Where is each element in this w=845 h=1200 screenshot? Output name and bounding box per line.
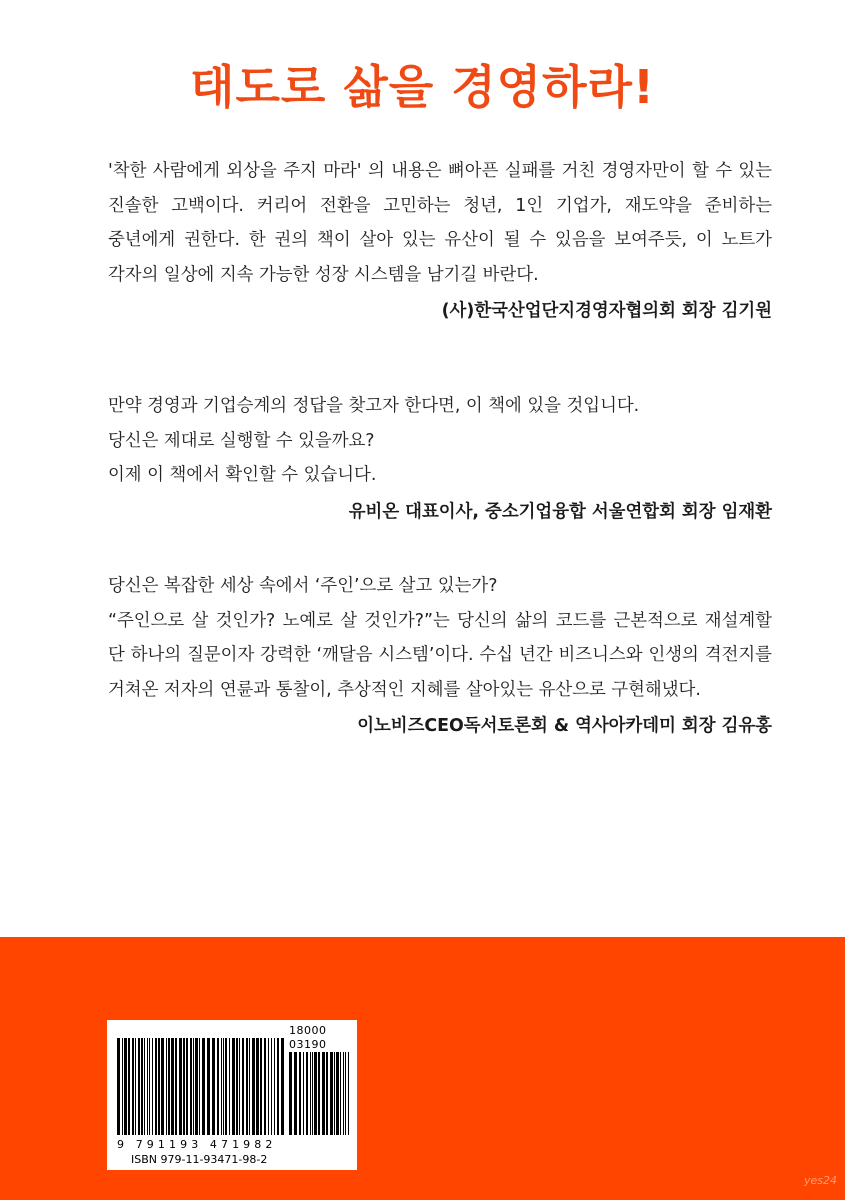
endorsement-1-text: '착한 사람에게 외상을 주지 마라' 의 내용은 뼈아픈 실패를 거친 경영자만이 할 수 있는 진솔한 고백이다. 커리어 전환을 고민하는 청년, 1인 기업가, 재도약을 준비하는 중년에게 권한다. 한 권의 책이 살아 있는 유산이 될 수 있음을 보여주듯, 이 노트가 각자의 일상에 지속 가능한 성장 시스템을 남기길 바란다. bbox=[108, 161, 772, 285]
barcode-bar bbox=[345, 1052, 346, 1135]
barcode-bar bbox=[310, 1052, 311, 1135]
barcode-bar bbox=[193, 1038, 194, 1135]
barcode-bar bbox=[306, 1052, 308, 1135]
barcode-bar bbox=[155, 1038, 157, 1135]
barcode-bar bbox=[246, 1038, 248, 1135]
barcode-bar bbox=[183, 1038, 185, 1135]
barcode-bar bbox=[128, 1038, 130, 1135]
barcode-bar bbox=[166, 1038, 167, 1135]
barcode-bar bbox=[336, 1052, 339, 1135]
barcode-bar bbox=[190, 1038, 192, 1135]
barcode-bar bbox=[138, 1038, 140, 1135]
barcode-bar bbox=[221, 1038, 222, 1135]
price-code-1: 18000 bbox=[289, 1024, 327, 1037]
barcode-bar bbox=[195, 1038, 198, 1135]
endorsement-2-line-3: 이제 이 책에서 확인할 수 있습니다. bbox=[108, 465, 377, 485]
barcode-bar bbox=[249, 1038, 250, 1135]
barcode-bar bbox=[274, 1038, 275, 1135]
barcode-bar bbox=[318, 1052, 320, 1135]
barcode-bar bbox=[260, 1038, 262, 1135]
barcode-bar bbox=[117, 1038, 120, 1135]
barcode-bar bbox=[239, 1038, 240, 1135]
barcode-bar bbox=[277, 1038, 279, 1135]
barcode-bar bbox=[212, 1038, 215, 1135]
endorsement-2-line-2: 당신은 제대로 실행할 수 있을까요? bbox=[108, 430, 375, 451]
barcode-bar bbox=[217, 1038, 219, 1135]
barcode-bar bbox=[199, 1038, 200, 1135]
barcode-bar bbox=[175, 1038, 177, 1135]
barcode-bar bbox=[124, 1038, 127, 1135]
barcode-digits: 9 791193 471982 bbox=[117, 1138, 277, 1151]
barcode-label bbox=[107, 1020, 357, 1170]
barcode-bar bbox=[299, 1052, 301, 1135]
barcode-bar bbox=[144, 1038, 145, 1135]
barcode-bar bbox=[322, 1052, 325, 1135]
barcode-bar bbox=[161, 1038, 164, 1135]
barcode-bar bbox=[202, 1038, 205, 1135]
barcode-bar bbox=[348, 1052, 349, 1135]
barcode-bar bbox=[268, 1038, 269, 1135]
watermark: yes24 bbox=[803, 1174, 837, 1187]
barcode-bar bbox=[314, 1052, 317, 1135]
barcode-bar bbox=[330, 1052, 333, 1135]
barcode-bar bbox=[281, 1038, 284, 1135]
headline: 태도로 삶을 경영하라! bbox=[190, 60, 655, 114]
barcode-bar bbox=[271, 1038, 272, 1135]
isbn-text: ISBN 979-11-93471-98-2 bbox=[131, 1153, 268, 1166]
endorsement-3-author: 이노비즈CEO독서토론회 & 역사아카데미 회장 김유홍 bbox=[357, 716, 772, 736]
barcode-bar bbox=[229, 1038, 230, 1135]
barcode-bar bbox=[186, 1038, 188, 1135]
barcode-bar bbox=[334, 1052, 335, 1135]
barcode-bar bbox=[149, 1038, 150, 1135]
endorsement-3-line-1: 당신은 복잡한 세상 속에서 ‘주인’으로 살고 있는가? bbox=[108, 576, 498, 596]
barcode-bar bbox=[343, 1052, 344, 1135]
barcode-bar bbox=[232, 1038, 235, 1135]
endorsement-2-author: 유비온 대표이사, 중소기업융합 서울연합회 회장 임재환 bbox=[348, 501, 772, 522]
price-code-2: 03190 bbox=[289, 1038, 327, 1051]
endorsement-3-line-2: “주인으로 살 것인가? 노예로 살 것인가?”는 당신의 삶의 코드를 근본적으로 재설계할 단 하나의 질문이자 강력한 ‘깨달음 시스템’이다. 수십 년간 비즈니스와 인생의 격전지를 거쳐온 저자의 연륜과 통찰이, 추상적인 지혜를 살아있는 유산으로 구현해냈다. bbox=[108, 610, 772, 700]
endorsement-1-author: (사)한국산업단지경영자협의회 회장 김기원 bbox=[441, 301, 772, 321]
barcode-bar bbox=[294, 1052, 297, 1135]
addon-barcode-icon bbox=[289, 1052, 349, 1135]
barcode-bar bbox=[236, 1038, 238, 1135]
barcode-bar bbox=[225, 1038, 227, 1135]
endorsement-2-line-1: 만약 경영과 기업승계의 정답을 찾고자 한다면, 이 책에 있을 것입니다. bbox=[108, 396, 640, 416]
barcode-bar bbox=[132, 1038, 134, 1135]
endorsement-2 bbox=[108, 389, 772, 529]
barcode-bar bbox=[289, 1052, 292, 1135]
barcode-bar bbox=[264, 1038, 266, 1135]
barcode-bar bbox=[135, 1038, 136, 1135]
barcode-bar bbox=[158, 1038, 160, 1135]
barcode-bar bbox=[171, 1038, 174, 1135]
barcode-bar bbox=[256, 1038, 259, 1135]
barcode-bar bbox=[340, 1052, 341, 1135]
barcode-bar bbox=[168, 1038, 170, 1135]
barcode-bar bbox=[179, 1038, 182, 1135]
barcode-bar bbox=[242, 1038, 244, 1135]
endorsement-3 bbox=[108, 569, 772, 743]
barcode-bar bbox=[223, 1038, 224, 1135]
barcode-bar bbox=[252, 1038, 255, 1135]
barcode-bar bbox=[207, 1038, 210, 1135]
barcode-bar bbox=[141, 1038, 143, 1135]
barcode-bar bbox=[122, 1038, 123, 1135]
endorsement-1 bbox=[108, 154, 772, 328]
barcode-bar bbox=[303, 1052, 304, 1135]
barcode-bar bbox=[147, 1038, 148, 1135]
barcode-bar bbox=[152, 1038, 153, 1135]
barcode-bar bbox=[312, 1052, 313, 1135]
barcode-bar bbox=[326, 1052, 328, 1135]
